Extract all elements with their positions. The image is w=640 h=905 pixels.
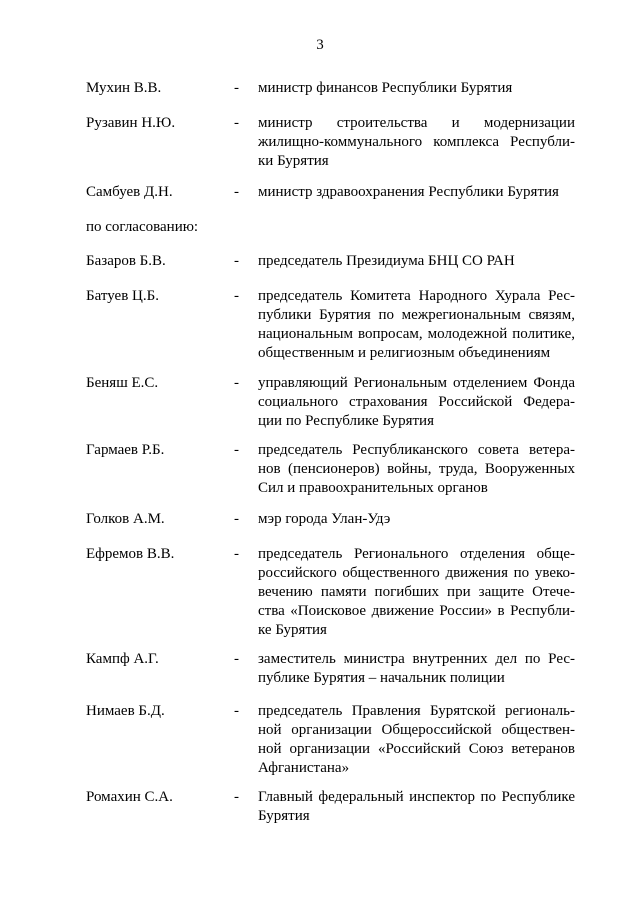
role-line: министр финансов Республики Бурятия (258, 80, 513, 96)
person-name: Мухин В.В. (86, 80, 162, 96)
role-line: общественным и религиозным объединениям (258, 345, 551, 361)
person-name: Нимаев Б.Д. (86, 703, 165, 719)
role-line: публики Бурятия по межрегиональным связям, (258, 307, 575, 323)
person-role (258, 252, 575, 271)
person-role (258, 79, 575, 98)
person-role (258, 702, 575, 778)
role-line: заместитель министра внутренних дел по Рес- (258, 651, 575, 667)
role-line: председатель Правления Бурятской региональ- (258, 703, 575, 719)
person-name: Беняш Е.С. (86, 375, 159, 391)
section-label-agreement: по согласованию: (86, 219, 199, 235)
dash-separator: - (234, 511, 239, 527)
role-line: российского общественного движения по увеко- (258, 565, 575, 581)
role-line: ции по Республике Бурятия (258, 413, 434, 429)
person-role (258, 650, 575, 688)
person-name: Базаров Б.В. (86, 253, 166, 269)
dash-separator: - (234, 80, 239, 96)
dash-separator: - (234, 651, 239, 667)
dash-separator: - (234, 789, 239, 805)
role-line: Сил и правоохранительных органов (258, 480, 488, 496)
role-line: ной организации Общероссийской обществен- (258, 722, 575, 738)
role-line: ке Бурятия (258, 622, 327, 638)
role-line: Афганистана» (258, 760, 350, 776)
dash-separator: - (234, 253, 239, 269)
person-name: Самбуев Д.Н. (86, 184, 173, 200)
person-role (258, 183, 575, 202)
person-role (258, 441, 575, 498)
role-line: председатель Президиума БНЦ СО РАН (258, 253, 515, 269)
role-line: министр строительства и модернизации (258, 115, 575, 131)
role-line: вечению памяти погибших при защите Отече- (258, 584, 575, 600)
role-line: Главный федеральный инспектор по Республике (258, 789, 575, 805)
dash-separator: - (234, 442, 239, 458)
role-line: ной организации «Российский Союз ветеранов (258, 741, 575, 757)
role-line: публике Бурятия – начальник полиции (258, 670, 505, 686)
role-line: ки Бурятия (258, 153, 329, 169)
role-line: председатель Регионального отделения обще- (258, 546, 575, 562)
dash-separator: - (234, 375, 239, 391)
person-name: Кампф А.Г. (86, 651, 159, 667)
role-line: нов (пенсионеров) войны, труда, Вооруженных (258, 461, 575, 477)
role-line: председатель Республиканского совета ветера- (258, 442, 575, 458)
person-role (258, 788, 575, 826)
person-role (258, 114, 575, 171)
person-role (258, 545, 575, 640)
person-name: Рузавин Н.Ю. (86, 115, 176, 131)
dash-separator: - (234, 703, 239, 719)
dash-separator: - (234, 546, 239, 562)
person-name: Ромахин С.А. (86, 789, 173, 805)
page-number: 3 (316, 37, 324, 53)
person-name: Гармаев Р.Б. (86, 442, 165, 458)
dash-separator: - (234, 184, 239, 200)
role-line: жилищно-коммунального комплекса Республи- (258, 134, 575, 150)
person-role (258, 510, 575, 529)
role-line: управляющий Региональным отделением Фонда (258, 375, 575, 391)
dash-separator: - (234, 288, 239, 304)
person-name: Батуев Ц.Б. (86, 288, 159, 304)
person-role (258, 287, 575, 363)
role-line: ства «Поисковое движение России» в Республи- (258, 603, 575, 619)
role-line: мэр города Улан-Удэ (258, 511, 391, 527)
role-line: социального страхования Российской Федера- (258, 394, 575, 410)
role-line: национальным вопросам, молодежной политике, (258, 326, 575, 342)
dash-separator: - (234, 115, 239, 131)
person-name: Ефремов В.В. (86, 546, 175, 562)
person-role (258, 374, 575, 431)
role-line: министр здравоохранения Республики Бурятия (258, 184, 559, 200)
person-name: Голков А.М. (86, 511, 165, 527)
role-line: председатель Комитета Народного Хурала Рес- (258, 288, 575, 304)
role-line: Бурятия (258, 808, 310, 824)
